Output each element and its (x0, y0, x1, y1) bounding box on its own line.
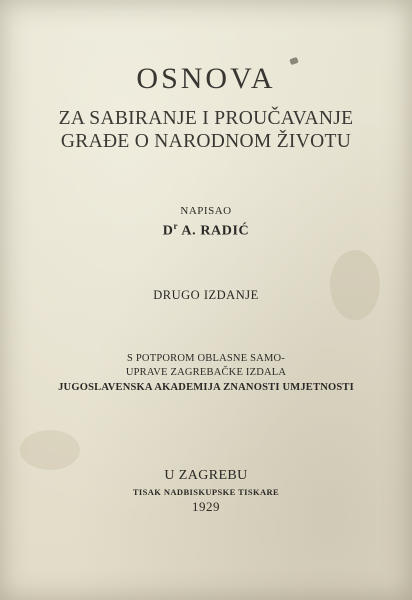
subtitle-line-1: ZA SABIRANJE I PROUČAVANJE (58, 108, 354, 129)
book-title: OSNOVA (136, 62, 276, 95)
publisher-name: JUGOSLAVENSKA AKADEMIJA ZNANOSTI UMJETNOSTI (58, 382, 354, 393)
paper-stain (20, 430, 80, 470)
edition-label: DRUGO IZDANJE (153, 288, 259, 302)
paper-stain (330, 250, 380, 320)
printer-name: TISAK NADBISKUPSKE TISKARE (132, 487, 280, 497)
written-by-label: NAPISAO (180, 205, 232, 217)
author-prefix: D (162, 223, 174, 239)
publication-city: U ZAGREBU (164, 468, 248, 483)
author-prefix-sup: r (173, 221, 179, 231)
author-name: A. RADIĆ (181, 223, 250, 239)
publication-year: 1929 (192, 499, 220, 514)
support-line-2: UPRAVE ZAGREBAČKE IZDALA (125, 367, 287, 378)
author (0, 221, 412, 240)
subtitle-line-2: GRAĐE O NARODNOM ŽIVOTU (60, 131, 352, 152)
support-line-1: S POTPOROM OBLASNE SAMO- (127, 353, 285, 364)
